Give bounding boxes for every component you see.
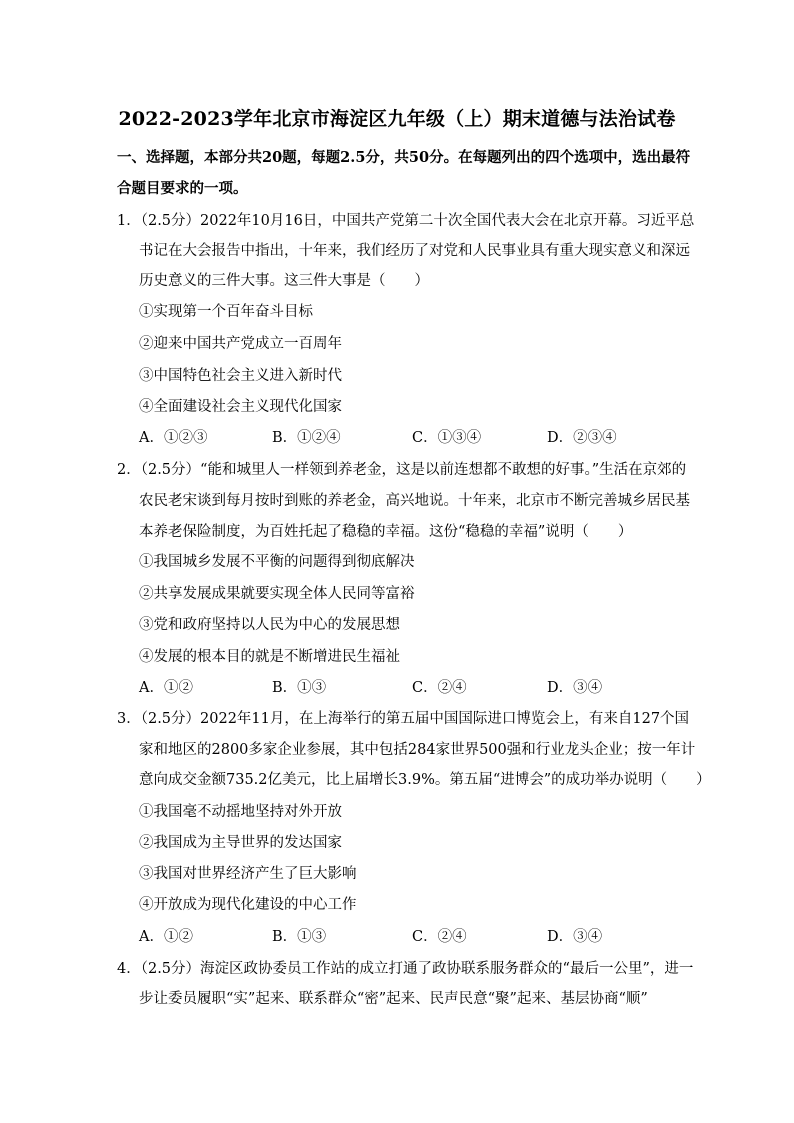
- question-1-choice-b: B．①②④: [272, 430, 341, 446]
- question-3-line-3: 意向成交金额735.2亿美元，比上届增长3.9%。第五届“进博会”的成功举办说明（ ）: [139, 772, 711, 788]
- exam-title: 2022-2023学年北京市海淀区九年级（上）期末道德与法治试卷: [118, 108, 676, 130]
- question-3-choice-a: A．①②: [139, 929, 193, 945]
- question-2-choice-d: D．③④: [547, 680, 603, 696]
- question-3-line-1: 3．（2.5分）2022年11月，在上海举行的第五届中国国际进口博览会上，有来自127个国: [117, 711, 690, 727]
- question-2-option-4: ④发展的根本目的就是不断增进民生福祉: [139, 649, 400, 665]
- question-2-option-2: ②共享发展成果就要实现全体人民同等富裕: [139, 586, 415, 602]
- question-1-line-3: 历史意义的三件大事。这三件大事是（ ）: [139, 273, 429, 289]
- question-1-choice-c: C．①③④: [412, 430, 482, 446]
- question-1-choices: [139, 426, 699, 446]
- question-1-choice-a: A．①②③: [139, 430, 208, 446]
- question-4-line-1: 4．（2.5分）海淀区政协委员工作站的成立打通了政协联系服务群众的“最后一公里”，进一: [117, 961, 694, 977]
- question-3-choices: [139, 925, 699, 945]
- question-1-line-1: 1．（2.5分）2022年10月16日，中国共产党第二十次全国代表大会在北京开幕。习近平总: [117, 213, 695, 229]
- question-1-choice-d: D．②③④: [547, 430, 617, 446]
- question-2-line-1: 2．（2.5分）“能和城里人一样领到养老金，这是以前连想都不敢想的好事。”生活在京郊的: [117, 462, 687, 478]
- question-3-option-4: ④开放成为现代化建设的中心工作: [139, 897, 357, 913]
- question-2-line-2: 农民老宋谈到每月按时到账的养老金，高兴地说。十年来，北京市不断完善城乡居民基: [139, 493, 690, 509]
- question-3-option-2: ②我国成为主导世界的发达国家: [139, 835, 342, 851]
- question-1-option-1: ①实现第一个百年奋斗目标: [139, 304, 313, 320]
- question-3-choice-c: C．②④: [412, 929, 467, 945]
- question-3-line-2: 家和地区的2800多家企业参展，其中包括284家世界500强和行业龙头企业；按一年计: [139, 742, 696, 758]
- section-instruction-line-1: 一、选择题，本部分共20题，每题2.5分，共50分。在每题列出的四个选项中，选出最符: [117, 149, 691, 166]
- question-3-choice-b: B．①③: [272, 929, 327, 945]
- question-2-line-3: 本养老保险制度，为百姓托起了稳稳的幸福。这份“稳稳的幸福”说明（ ）: [139, 524, 633, 540]
- question-2-option-1: ①我国城乡发展不平衡的问题得到彻底解决: [139, 554, 415, 570]
- question-3-option-3: ③我国对世界经济产生了巨大影响: [139, 866, 357, 882]
- question-4-line-2: 步让委员履职“实”起来、联系群众“密”起来、民声民意“聚”起来、基层协商“顺”: [139, 991, 648, 1007]
- question-1-option-3: ③中国特色社会主义进入新时代: [139, 368, 342, 384]
- question-2-choice-c: C．②④: [412, 680, 467, 696]
- question-1-option-4: ④全面建设社会主义现代化国家: [139, 399, 342, 415]
- question-1-option-2: ②迎来中国共产党成立一百周年: [139, 336, 342, 352]
- question-2-choices: [139, 676, 699, 696]
- question-2-choice-a: A．①②: [139, 680, 193, 696]
- question-1-line-2: 书记在大会报告中指出，十年来，我们经历了对党和人民事业具有重大现实意义和深远: [139, 243, 690, 259]
- question-2-choice-b: B．①③: [272, 680, 327, 696]
- question-3-option-1: ①我国毫不动摇地坚持对外开放: [139, 804, 342, 820]
- question-3-choice-d: D．③④: [547, 929, 603, 945]
- section-instruction-line-2: 合题目要求的一项。: [117, 180, 248, 197]
- question-2-option-3: ③党和政府坚持以人民为中心的发展思想: [139, 617, 400, 633]
